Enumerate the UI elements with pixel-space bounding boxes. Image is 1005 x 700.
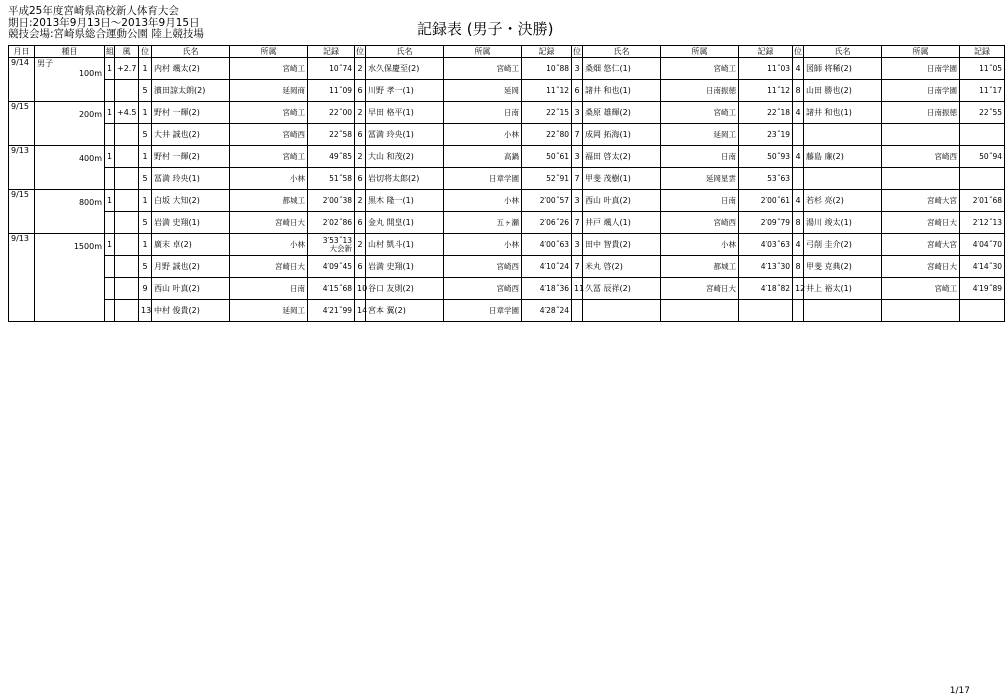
place: 5 (139, 168, 152, 190)
header-row (9, 46, 1005, 58)
column-header: 風 (115, 46, 139, 58)
column-header: 記録 (522, 46, 572, 58)
athlete-name: 廣末 卓(2) (152, 234, 230, 256)
result-mark: 2′02˝86 (308, 212, 355, 234)
event-date: 9/15 (9, 102, 35, 146)
team-name: 延岡商 (230, 80, 308, 102)
mark-value: 3′53˝13 (322, 235, 352, 245)
team-name: 都城工 (661, 256, 739, 278)
place: 7 (572, 124, 583, 146)
athlete-name: 桑畑 悠仁(1) (583, 58, 661, 80)
page-number: 1/17 (949, 686, 970, 696)
place: 9 (139, 278, 152, 300)
table-row (9, 256, 1005, 278)
place: 11 (572, 278, 583, 300)
team-name: 高鍋 (444, 146, 522, 168)
team-name (882, 300, 960, 322)
wind-reading (115, 80, 139, 102)
result-mark: 22˝55 (960, 102, 1005, 124)
place: 5 (139, 80, 152, 102)
team-name: 宮崎日大 (661, 278, 739, 300)
event-date: 9/15 (9, 190, 35, 234)
team-name: 宮崎工 (882, 278, 960, 300)
athlete-name: 図師 将稀(2) (804, 58, 882, 80)
meet-name: 平成25年度宮崎県高校新人体育大会 (8, 5, 179, 17)
event-label: 1500m (73, 242, 102, 251)
athlete-name: 西山 叶真(2) (583, 190, 661, 212)
athlete-name (583, 300, 661, 322)
result-mark: 2′06˝26 (522, 212, 572, 234)
event-label: 200m (78, 110, 102, 119)
column-header: 種目 (35, 46, 105, 58)
place: 6 (355, 124, 366, 146)
place: 6 (572, 80, 583, 102)
event-label: 100m (78, 69, 102, 78)
result-mark: 2′09˝79 (739, 212, 793, 234)
result-mark (739, 300, 793, 322)
athlete-name: 大山 和茂(2) (366, 146, 444, 168)
place: 12 (793, 278, 804, 300)
athlete-name: 岩切将太郎(2) (366, 168, 444, 190)
place: 6 (355, 168, 366, 190)
athlete-name: 白坂 大知(2) (152, 190, 230, 212)
athlete-name: 田中 智貴(2) (583, 234, 661, 256)
result-mark (960, 300, 1005, 322)
heat-number: 1 (105, 58, 115, 80)
result-mark: 2′12˝13 (960, 212, 1005, 234)
place: 1 (139, 234, 152, 256)
team-name: 延岡星雲 (661, 168, 739, 190)
team-name (882, 168, 960, 190)
wind-reading (115, 278, 139, 300)
event-name (35, 102, 105, 146)
result-mark: 22˝15 (522, 102, 572, 124)
place: 8 (793, 212, 804, 234)
record-note: 大会新 (329, 243, 352, 253)
result-mark: 4′09˝45 (308, 256, 355, 278)
result-mark: 50˝61 (522, 146, 572, 168)
athlete-name: 甲斐 茂樹(1) (583, 168, 661, 190)
heat-number (105, 300, 115, 322)
place: 5 (139, 256, 152, 278)
athlete-name: 山田 勝也(2) (804, 80, 882, 102)
table-row (9, 124, 1005, 146)
result-mark: 2′00˝57 (522, 190, 572, 212)
athlete-name: 藤島 廉(2) (804, 146, 882, 168)
athlete-name: 諸井 和也(1) (804, 102, 882, 124)
place: 1 (139, 190, 152, 212)
result-mark: 11˝09 (308, 80, 355, 102)
place: 4 (793, 102, 804, 124)
athlete-name: 西山 叶真(2) (152, 278, 230, 300)
column-header: 氏名 (152, 46, 230, 58)
wind-reading (115, 212, 139, 234)
place: 14 (355, 300, 366, 322)
column-header: 所属 (661, 46, 739, 58)
athlete-name: 中村 俊貴(2) (152, 300, 230, 322)
result-mark: 51˝58 (308, 168, 355, 190)
result-mark: 2′00˝61 (739, 190, 793, 212)
result-mark: 11˝05 (960, 58, 1005, 80)
column-header: 氏名 (804, 46, 882, 58)
result-mark: 4′04˝70 (960, 234, 1005, 256)
place: 1 (139, 146, 152, 168)
wind-reading (115, 146, 139, 168)
result-mark: 52˝91 (522, 168, 572, 190)
place: 4 (793, 234, 804, 256)
team-name: 日南 (230, 278, 308, 300)
team-name: 宮崎日大 (882, 212, 960, 234)
table-row (9, 58, 1005, 80)
result-mark (960, 124, 1005, 146)
column-header: 位 (356, 47, 364, 56)
table-row (9, 278, 1005, 300)
meet-dates: 期日:2013年9月13日～2013年9月15日 (8, 16, 200, 29)
result-mark: 4′19˝89 (960, 278, 1005, 300)
place: 6 (355, 256, 366, 278)
athlete-name: 岩満 史翔(1) (366, 256, 444, 278)
team-name: 宮崎大宮 (882, 234, 960, 256)
wind-reading (115, 124, 139, 146)
result-mark: 23˝19 (739, 124, 793, 146)
team-name: 日南 (661, 146, 739, 168)
heat-number: 1 (105, 234, 115, 256)
athlete-name: 久冨 辰祥(2) (583, 278, 661, 300)
athlete-name: 冨満 玲央(1) (152, 168, 230, 190)
athlete-name: 早田 格平(1) (366, 102, 444, 124)
athlete-name: 野村 一輝(2) (152, 146, 230, 168)
result-mark: 22˝18 (739, 102, 793, 124)
athlete-name: 成岡 拓海(1) (583, 124, 661, 146)
place: 3 (572, 102, 583, 124)
place: 2 (355, 234, 366, 256)
team-name: 宮崎工 (661, 58, 739, 80)
meet-info (8, 6, 204, 41)
place: 2 (355, 146, 366, 168)
athlete-name: 大井 誠也(2) (152, 124, 230, 146)
place: 8 (793, 80, 804, 102)
place: 2 (355, 102, 366, 124)
athlete-name: 湯川 竣太(1) (804, 212, 882, 234)
column-header: 所属 (882, 46, 960, 58)
place (572, 300, 583, 322)
athlete-name: 甲斐 克典(2) (804, 256, 882, 278)
place: 3 (572, 234, 583, 256)
team-name: 日章学園 (444, 300, 522, 322)
column-header: 組 (106, 47, 114, 56)
event-name (35, 58, 105, 102)
event-date: 9/14 (9, 58, 35, 102)
athlete-name: 井上 裕太(1) (804, 278, 882, 300)
athlete-name: 黒木 隆一(1) (366, 190, 444, 212)
team-name: 宮崎工 (661, 102, 739, 124)
heat-number: 1 (105, 146, 115, 168)
column-header: 記録 (960, 46, 1005, 58)
table-row (9, 190, 1005, 212)
team-name: 宮崎工 (230, 102, 308, 124)
team-name: 宮崎日大 (230, 212, 308, 234)
team-name: 小林 (444, 124, 522, 146)
athlete-name (804, 168, 882, 190)
team-name: 日南学園 (882, 58, 960, 80)
place: 1 (139, 58, 152, 80)
place: 7 (572, 212, 583, 234)
place: 5 (139, 212, 152, 234)
result-mark: 50˝94 (960, 146, 1005, 168)
table-row (9, 300, 1005, 322)
athlete-name: 濱田諒太朗(2) (152, 80, 230, 102)
team-name: 小林 (230, 234, 308, 256)
place (793, 300, 804, 322)
team-name: 宮崎日大 (230, 256, 308, 278)
result-mark: 50˝93 (739, 146, 793, 168)
athlete-name: 内村 颯太(2) (152, 58, 230, 80)
team-name: 宮崎工 (444, 58, 522, 80)
result-mark: 49˝85 (308, 146, 355, 168)
athlete-name: 川野 孝一(1) (366, 80, 444, 102)
place: 4 (793, 190, 804, 212)
heat-number (105, 124, 115, 146)
column-header: 位 (573, 47, 581, 56)
wind-reading (115, 300, 139, 322)
team-name: 小林 (444, 234, 522, 256)
place: 4 (793, 58, 804, 80)
place: 1 (139, 102, 152, 124)
result-mark: 11˝03 (739, 58, 793, 80)
column-header: 氏名 (366, 46, 444, 58)
heat-number: 1 (105, 102, 115, 124)
team-name: 宮崎西 (444, 256, 522, 278)
place: 5 (139, 124, 152, 146)
result-mark: 11˝12 (522, 80, 572, 102)
athlete-name (804, 124, 882, 146)
place (793, 168, 804, 190)
athlete-name: 金丸 開皇(1) (366, 212, 444, 234)
column-header: 氏名 (583, 46, 661, 58)
athlete-name: 山村 凱斗(1) (366, 234, 444, 256)
result-mark: 4′10˝24 (522, 256, 572, 278)
wind-reading: +2.7 (115, 58, 139, 80)
athlete-name: 冨満 玲央(1) (366, 124, 444, 146)
team-name: 小林 (661, 234, 739, 256)
results-body (9, 58, 1005, 322)
wind-reading (115, 168, 139, 190)
team-name: 都城工 (230, 190, 308, 212)
place: 7 (572, 256, 583, 278)
table-row (9, 102, 1005, 124)
result-mark: 22˝80 (522, 124, 572, 146)
athlete-name: 宮本 翼(2) (366, 300, 444, 322)
event-name (35, 146, 105, 190)
athlete-name: 若杉 亮(2) (804, 190, 882, 212)
team-name: 宮崎工 (230, 146, 308, 168)
place (793, 124, 804, 146)
athlete-name: 井戸 颯人(1) (583, 212, 661, 234)
result-mark: 4′14˝30 (960, 256, 1005, 278)
athlete-name: 福田 啓太(2) (583, 146, 661, 168)
wind-reading: +4.5 (115, 102, 139, 124)
table-row (9, 212, 1005, 234)
event-label: 400m (78, 154, 102, 163)
team-name: 宮崎西 (230, 124, 308, 146)
result-mark: 4′03˝63 (739, 234, 793, 256)
result-mark: 11˝17 (960, 80, 1005, 102)
heat-number (105, 278, 115, 300)
team-name: 宮崎大宮 (882, 190, 960, 212)
athlete-name: 弓削 圭介(2) (804, 234, 882, 256)
team-name: 延岡工 (661, 124, 739, 146)
result-mark: 2′00˝38 (308, 190, 355, 212)
team-name: 日南 (661, 190, 739, 212)
event-date: 9/13 (9, 146, 35, 190)
athlete-name: 野村 一輝(2) (152, 102, 230, 124)
place: 2 (355, 190, 366, 212)
result-mark: 10˝74 (308, 58, 355, 80)
place: 3 (572, 58, 583, 80)
heat-number (105, 212, 115, 234)
wind-reading (115, 190, 139, 212)
result-mark: 4′15˝68 (308, 278, 355, 300)
result-mark: 4′28˝24 (522, 300, 572, 322)
team-name: 小林 (444, 190, 522, 212)
team-name: 小林 (230, 168, 308, 190)
results-table (8, 45, 1005, 322)
column-header: 月日 (9, 46, 35, 58)
wind-reading (115, 256, 139, 278)
result-mark: 22˝58 (308, 124, 355, 146)
column-header: 位 (139, 46, 152, 58)
athlete-name: 桑原 雄輝(2) (583, 102, 661, 124)
page-title: 記録表 (男子・決勝) (417, 20, 554, 38)
place: 3 (572, 190, 583, 212)
column-header: 所属 (444, 46, 522, 58)
athlete-name: 月野 誠也(2) (152, 256, 230, 278)
team-name: 宮崎西 (661, 212, 739, 234)
athlete-name: 米丸 啓(2) (583, 256, 661, 278)
table-row (9, 80, 1005, 102)
event-name (35, 234, 105, 322)
event-label: 800m (78, 198, 102, 207)
table-row (9, 146, 1005, 168)
athlete-name (804, 300, 882, 322)
result-mark: 22˝00 (308, 102, 355, 124)
result-mark: 4′13˝30 (739, 256, 793, 278)
team-name: 日南振徳 (882, 102, 960, 124)
result-mark: 10˝88 (522, 58, 572, 80)
column-header: 所属 (230, 46, 308, 58)
result-mark: 4′18˝82 (739, 278, 793, 300)
team-name: 宮崎西 (882, 146, 960, 168)
athlete-name: 岩満 史翔(1) (152, 212, 230, 234)
heat-number: 1 (105, 190, 115, 212)
place: 13 (139, 300, 152, 322)
result-mark: 2′01˝68 (960, 190, 1005, 212)
result-mark: 4′18˝36 (522, 278, 572, 300)
result-mark (960, 168, 1005, 190)
athlete-name: 谷口 友則(2) (366, 278, 444, 300)
place: 10 (355, 278, 366, 300)
result-mark: 4′00˝63 (522, 234, 572, 256)
meet-venue: 競技会場:宮崎県総合運動公園 陸上競技場 (8, 28, 204, 40)
team-name (882, 124, 960, 146)
place: 8 (793, 256, 804, 278)
event-name (35, 190, 105, 234)
place: 4 (793, 146, 804, 168)
table-row (9, 168, 1005, 190)
column-header: 記録 (308, 46, 355, 58)
place: 7 (572, 168, 583, 190)
result-mark: 53˝63 (739, 168, 793, 190)
team-name: 日章学園 (444, 168, 522, 190)
heat-number (105, 80, 115, 102)
result-mark: 11˝12 (739, 80, 793, 102)
column-header: 位 (794, 47, 802, 56)
place: 6 (355, 212, 366, 234)
team-name: 日南振徳 (661, 80, 739, 102)
team-name: 日南 (444, 102, 522, 124)
result-mark (308, 234, 355, 256)
team-name: 延岡工 (230, 300, 308, 322)
result-mark: 4′21˝99 (308, 300, 355, 322)
team-name: 宮崎日大 (882, 256, 960, 278)
place: 3 (572, 146, 583, 168)
heat-number (105, 168, 115, 190)
wind-reading (115, 234, 139, 256)
column-header: 記録 (739, 46, 793, 58)
team-name: 延岡 (444, 80, 522, 102)
event-date: 9/13 (9, 234, 35, 322)
team-name: 日南学園 (882, 80, 960, 102)
team-name: 宮崎工 (230, 58, 308, 80)
place: 2 (355, 58, 366, 80)
team-name: 五ヶ瀬 (444, 212, 522, 234)
team-name: 宮崎西 (444, 278, 522, 300)
athlete-name: 諸井 和也(1) (583, 80, 661, 102)
place: 6 (355, 80, 366, 102)
team-name (661, 300, 739, 322)
athlete-name: 水久保慶至(2) (366, 58, 444, 80)
heat-number (105, 256, 115, 278)
table-row (9, 234, 1005, 256)
section-label: 男子 (37, 59, 53, 68)
